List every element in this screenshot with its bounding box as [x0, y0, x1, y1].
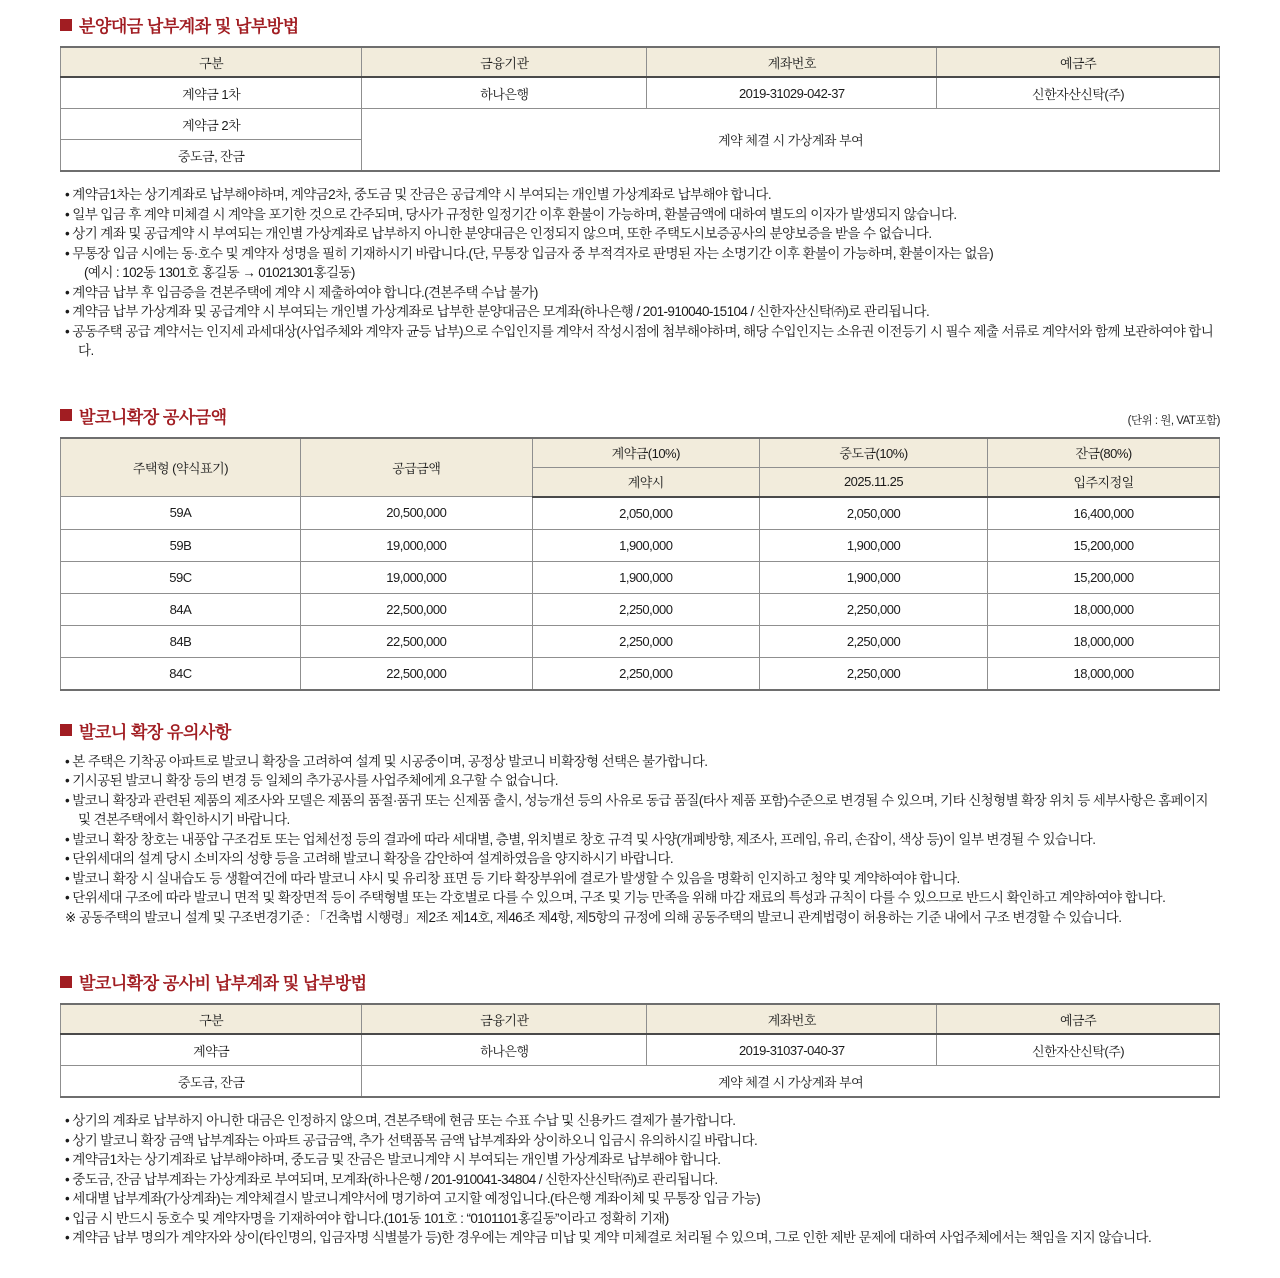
section-title-text: 발코니확장 공사비 납부계좌 및 납부방법 — [79, 974, 367, 993]
note-item: • 상기 발코니 확장 금액 납부계좌는 아파트 공급금액, 추가 선택품목 금액 납부계좌와 상이하오니 입금시 유의하시길 바랍니다. — [65, 1132, 758, 1148]
payment-notes — [65, 185, 1220, 361]
note-item: • 단위세대의 설계 당시 소비자의 성향 등을 고려해 발코니 확장을 감안하여 설계하였음을 양지하시기 바랍니다. — [65, 851, 674, 866]
cell-bank: 하나은행 — [362, 1034, 647, 1066]
section-title-balcony-notice — [60, 718, 231, 743]
cell-account-number: 2019-31037-040-37 — [647, 1034, 937, 1066]
cell-middle-payment: 2,050,000 — [759, 497, 987, 530]
column-subheader: 입주지정일 — [988, 467, 1220, 497]
cell-balance: 16,400,000 — [988, 497, 1220, 530]
cell-balance: 18,000,000 — [988, 593, 1220, 625]
balcony-payment-table — [60, 1003, 1220, 1098]
column-header: 금융기관 — [362, 47, 647, 77]
note-item: • 입금 시 반드시 동호수 및 계약자명을 기재하여야 합니다.(101동 101호 : “0101101홍길동”이라고 정확히 기재) — [65, 1210, 669, 1226]
payment-account-table — [60, 46, 1220, 172]
unit-note: (단위 : 원, VAT포함) — [1127, 414, 1220, 427]
column-header-group: 잔금(80%) — [988, 438, 1220, 468]
cell-supply-amount: 19,000,000 — [300, 561, 532, 593]
cell-category: 중도금, 잔금 — [61, 140, 362, 172]
table-row — [61, 497, 1220, 530]
note-item: • 중도금, 잔금 납부계좌는 가상계좌로 부여되며, 모계좌(하나은행 / 201-910041-34804 / 신한자산신탁㈜)로 관리됩니다. — [65, 1171, 718, 1187]
section-balcony-notice — [60, 718, 1220, 928]
note-item-reference: ※ 공동주택의 발코니 설계 및 구조변경기준 : 「건축법 시행령」제2조 제14호, 제46조 제4항, 제5항의 규정에 의해 공동주택의 발코니 관계법령이 허용하는 기준 내에서 구조 변경할 수 있습니다. — [65, 909, 1122, 925]
section-payment-account — [60, 12, 1220, 361]
cell-unit-type: 84C — [61, 657, 301, 690]
column-header: 주택형 (약식표기) — [61, 438, 301, 497]
section-title-payment — [60, 12, 299, 37]
cell-category: 계약금 2차 — [61, 109, 362, 140]
column-subheader: 계약시 — [532, 467, 759, 497]
table-header-row — [61, 1004, 1220, 1034]
note-item: • 단위세대 구조에 따라 발코니 면적 및 확장면적 등이 주택형별 또는 각호별로 다를 수 있으며, 구조 및 기능 만족을 위해 마감 재료의 특성과 규칙이 다를 수 있으므로 반드시 확인하고 계약하여야 합니다. — [65, 890, 1166, 905]
note-item: • 계약금 납부 명의가 계약자와 상이(타인명의, 입금자명 식별불가 등)한 경우에는 계약금 미납 및 계약 미체결로 처리될 수 있으며, 그로 인한 제반 문제에 대하여 사업주체에서는 책임을 지지 않습니다. — [65, 1230, 1152, 1245]
table-row — [61, 109, 1220, 140]
table-row — [61, 1066, 1220, 1098]
cell-supply-amount: 22,500,000 — [300, 657, 532, 690]
balcony-payment-notes — [65, 1111, 1220, 1248]
cell-down-payment: 2,250,000 — [532, 657, 759, 690]
cell-middle-payment: 2,250,000 — [759, 593, 987, 625]
cell-down-payment: 2,050,000 — [532, 497, 759, 530]
balcony-cost-table — [60, 437, 1220, 691]
table-row — [61, 593, 1220, 625]
cell-account-holder: 신한자산신탁(주) — [937, 1034, 1220, 1066]
cell-balance: 15,200,000 — [988, 561, 1220, 593]
cell-unit-type: 84A — [61, 593, 301, 625]
table-row — [61, 625, 1220, 657]
note-item: • 상기의 계좌로 납부하지 아니한 대금은 인정하지 않으며, 견본주택에 현금 또는 수표 수납 및 신용카드 결제가 불가합니다. — [65, 1113, 736, 1128]
table-header-row — [61, 47, 1220, 77]
square-bullet-icon — [60, 19, 72, 31]
cell-down-payment: 2,250,000 — [532, 625, 759, 657]
table-row — [61, 77, 1220, 109]
cell-unit-type: 59C — [61, 561, 301, 593]
cell-account-number: 2019-31029-042-37 — [647, 77, 937, 109]
table-row — [61, 657, 1220, 690]
note-item: • 계약금1차는 상기계좌로 납부해야하며, 중도금 및 잔금은 발코니계약 시 부여되는 개인별 가상계좌로 납부해야 합니다. — [65, 1152, 721, 1167]
cell-category: 계약금 1차 — [61, 77, 362, 109]
column-header: 예금주 — [937, 47, 1220, 77]
column-header: 공급금액 — [300, 438, 532, 497]
section-title-balcony-payment — [60, 969, 367, 994]
cell-unit-type: 84B — [61, 625, 301, 657]
cell-category: 중도금, 잔금 — [61, 1066, 362, 1098]
cell-supply-amount: 22,500,000 — [300, 625, 532, 657]
table-header-row — [61, 438, 1220, 468]
section-title-text: 발코니확장 공사금액 — [79, 407, 227, 427]
note-item: • 무통장 입금 시에는 동·호수 및 계약자 성명을 필히 기재하시기 바랍니다.(단, 무통장 입금자 중 부적격자로 판명된 자는 소명기간 이후 환불이 가능하며, 환불이자는 없음) — [65, 245, 994, 261]
cell-middle-payment: 2,250,000 — [759, 625, 987, 657]
cell-middle-payment: 1,900,000 — [759, 561, 987, 593]
column-header-group: 계약금(10%) — [532, 438, 759, 468]
balcony-notice-notes — [65, 752, 1220, 928]
cell-category: 계약금 — [61, 1034, 362, 1066]
cell-bank: 하나은행 — [362, 77, 647, 109]
section-title-text: 발코니 확장 유의사항 — [79, 722, 231, 742]
note-item: • 본 주택은 기착공 아파트로 발코니 확장을 고려하여 설계 및 시공중이며, 공정상 발코니 비확장형 선택은 불가합니다. — [65, 753, 708, 769]
note-item: • 상기 계좌 및 공급계약 시 부여되는 개인별 가상계좌로 납부하지 아니한 분양대금은 인정되지 않으며, 또한 주택도시보증공사의 분양보증을 받을 수 없습니다. — [65, 226, 932, 241]
note-item: • 공동주택 공급 계약서는 인지세 과세대상(사업주체와 계약자 균등 납부)으로 수입인지를 계약서 작성시점에 첨부해야하며, 해당 수입인지는 소유권 이전등기 시 필수 제출 서류로 계약서와 함께 보관하여야 합니다. — [65, 323, 1214, 358]
note-item: • 계약금 납부 후 입금증을 견본주택에 계약 시 제출하여야 합니다.(견본주택 수납 불가) — [65, 284, 538, 300]
section-balcony-cost — [60, 403, 1220, 691]
cell-middle-payment: 1,900,000 — [759, 529, 987, 561]
table-row — [61, 561, 1220, 593]
note-item: • 발코니 확장과 관련된 제품의 제조사와 모델은 제품의 품절·품귀 또는 신제품 출시, 성능개선 등의 사유로 동급 품질(타사 제품 포함)수준으로 변경될 수 있으며, 기타 신청형별 확장 위치 등 세부사항은 홈페이지 및 견본주택에서 확인하시기 바랍니다. — [65, 792, 1208, 827]
note-item: • 계약금 납부 가상계좌 및 공급계약 시 부여되는 개인별 가상계좌로 납부한 분양대금은 모계좌(하나은행 / 201-910040-15104 / 신한자산신탁㈜)로 관리됩니다. — [65, 304, 930, 319]
note-item: • 세대별 납부계좌(가상계좌)는 계약체결시 발코니계약서에 명기하여 고지할 예정입니다.(타은행 계좌이체 및 무통장 입금 가능) — [65, 1191, 761, 1206]
cell-supply-amount: 22,500,000 — [300, 593, 532, 625]
column-header: 예금주 — [937, 1004, 1220, 1034]
square-bullet-icon — [60, 409, 72, 421]
section-title-balcony-cost — [60, 403, 227, 428]
column-header: 금융기관 — [362, 1004, 647, 1034]
cell-unit-type: 59A — [61, 497, 301, 530]
cell-middle-payment: 2,250,000 — [759, 657, 987, 690]
section-title-text: 분양대금 납부계좌 및 납부방법 — [79, 17, 299, 36]
note-item: • 일부 입금 후 계약 미체결 시 계약을 포기한 것으로 간주되며, 당사가 규정한 일정기간 이후 환불이 가능하며, 환불금액에 대하여 별도의 이자가 발생되지 않습니다. — [65, 206, 957, 222]
table-row — [61, 529, 1220, 561]
cell-down-payment: 1,900,000 — [532, 561, 759, 593]
note-item: • 계약금1차는 상기계좌로 납부해야하며, 계약금2차, 중도금 및 잔금은 공급계약 시 부여되는 개인별 가상계좌로 납부해야 합니다. — [65, 187, 771, 202]
cell-down-payment: 1,900,000 — [532, 529, 759, 561]
cell-balance: 18,000,000 — [988, 625, 1220, 657]
cell-unit-type: 59B — [61, 529, 301, 561]
cell-account-holder: 신한자산신탁(주) — [937, 77, 1220, 109]
cell-merged-note: 계약 체결 시 가상계좌 부여 — [362, 109, 1220, 172]
column-subheader: 2025.11.25 — [759, 467, 987, 497]
column-header: 계좌번호 — [647, 1004, 937, 1034]
cell-supply-amount: 20,500,000 — [300, 497, 532, 530]
column-header: 구분 — [61, 1004, 362, 1034]
cell-merged-note: 계약 체결 시 가상계좌 부여 — [362, 1066, 1220, 1098]
cell-balance: 15,200,000 — [988, 529, 1220, 561]
column-header-group: 중도금(10%) — [759, 438, 987, 468]
column-header: 구분 — [61, 47, 362, 77]
note-item: • 발코니 확장 창호는 내풍압 구조검토 또는 업체선정 등의 결과에 따라 세대별, 층별, 위치별로 창호 규격 및 사양(개폐방향, 제조사, 프레임, 유리, 손잡이, 색상 등)이 일부 변경될 수 있습니다. — [65, 831, 1096, 847]
note-item: • 기시공된 발코니 확장 등의 변경 등 일체의 추가공사를 사업주체에게 요구할 수 없습니다. — [65, 773, 558, 788]
cell-balance: 18,000,000 — [988, 657, 1220, 690]
note-item: • 발코니 확장 시 실내습도 등 생활여건에 따라 발코니 샤시 및 유리창 표면 등 기타 확장부위에 결로가 발생할 수 있음을 명확히 인지하고 청약 및 계약하여야 합니다. — [65, 870, 960, 886]
cell-down-payment: 2,250,000 — [532, 593, 759, 625]
table-row — [61, 1034, 1220, 1066]
cell-supply-amount: 19,000,000 — [300, 529, 532, 561]
column-header: 계좌번호 — [647, 47, 937, 77]
square-bullet-icon — [60, 976, 72, 988]
square-bullet-icon — [60, 724, 72, 736]
note-item-example: (예시 : 102동 1301호 홍길동 → 01021301홍길동) — [84, 265, 355, 280]
